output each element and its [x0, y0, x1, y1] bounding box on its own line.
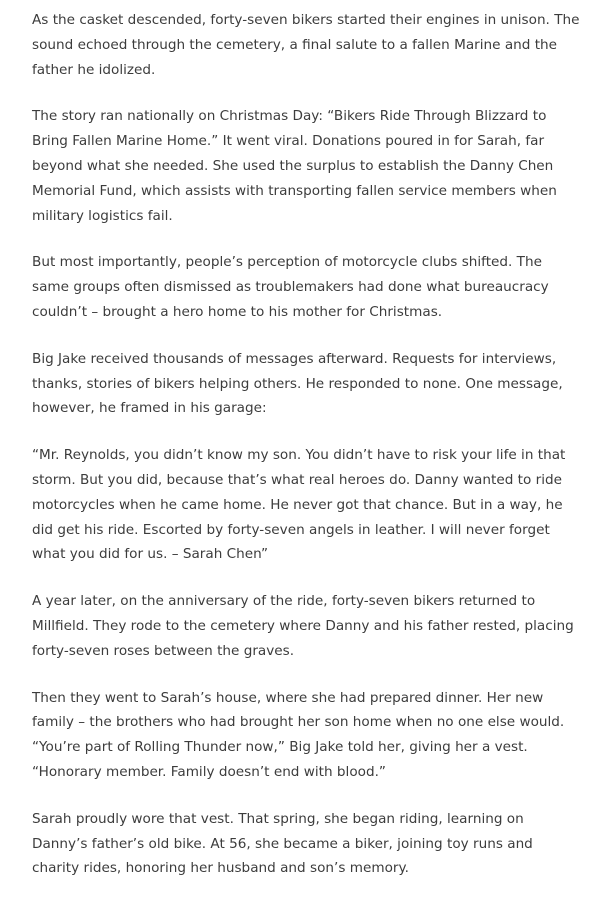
paragraph-year-later: A year later, on the anniversary of the ride, forty-seven bikers returned to Millfield. They rode to the cemetery where Danny and his father rested, placing forty-seven roses between the graves.	[32, 593, 574, 659]
paragraph-story-ran-nationally: The story ran nationally on Christmas Day: “Bikers Ride Through Blizzard to Bring Fallen Marine Home.” It went viral. Donations poured in for Sarah, far beyond what she needed. She used the surplus to establish the Danny Chen Memorial Fund, which assists with transporting fallen service members when military logistics fail.	[32, 108, 557, 224]
paragraph-sarah-chen-letter: “Mr. Reynolds, you didn’t know my son. You didn’t have to risk your life in that storm. But you did, because that’s what real heroes do. Danny wanted to ride motorcycles when he came home. He never got that chance. But in a way, he did get his ride. Escorted by forty-seven angels in leather. I will never forget what you did for us. – Sarah Chen”	[32, 447, 566, 563]
article-body	[32, 8, 580, 903]
paragraph-big-jake-messages: Big Jake received thousands of messages afterward. Requests for interviews, thanks, stories of bikers helping others. He responded to none. One message, however, he framed in his garage:	[32, 350, 563, 417]
paragraph-casket-descended: As the casket descended, forty-seven bikers started their engines in unison. The sound echoed through the cemetery, a final salute to a fallen Marine and the father he idolized.	[32, 12, 580, 78]
paragraph-perception-shifted: But most importantly, people’s perception of motorcycle clubs shifted. The same groups often dismissed as troublemakers had done what bureaucracy couldn’t – brought a hero home to his mother for Christmas.	[32, 254, 549, 320]
paragraph-sarahs-house: Then they went to Sarah’s house, where she had prepared dinner. Her new family – the brothers who had brought her son home when no one else would. “You’re part of Rolling Thunder now,” Big Jake told her, giving her a vest. “Honorary member. Family doesn’t end with blood.”	[32, 689, 565, 780]
paragraph-sarah-rides: Sarah proudly wore that vest. That spring, she began riding, learning on Danny’s father’s old bike. At 56, she became a biker, joining toy runs and charity rides, honoring her husband and son’s memory.	[32, 810, 533, 877]
